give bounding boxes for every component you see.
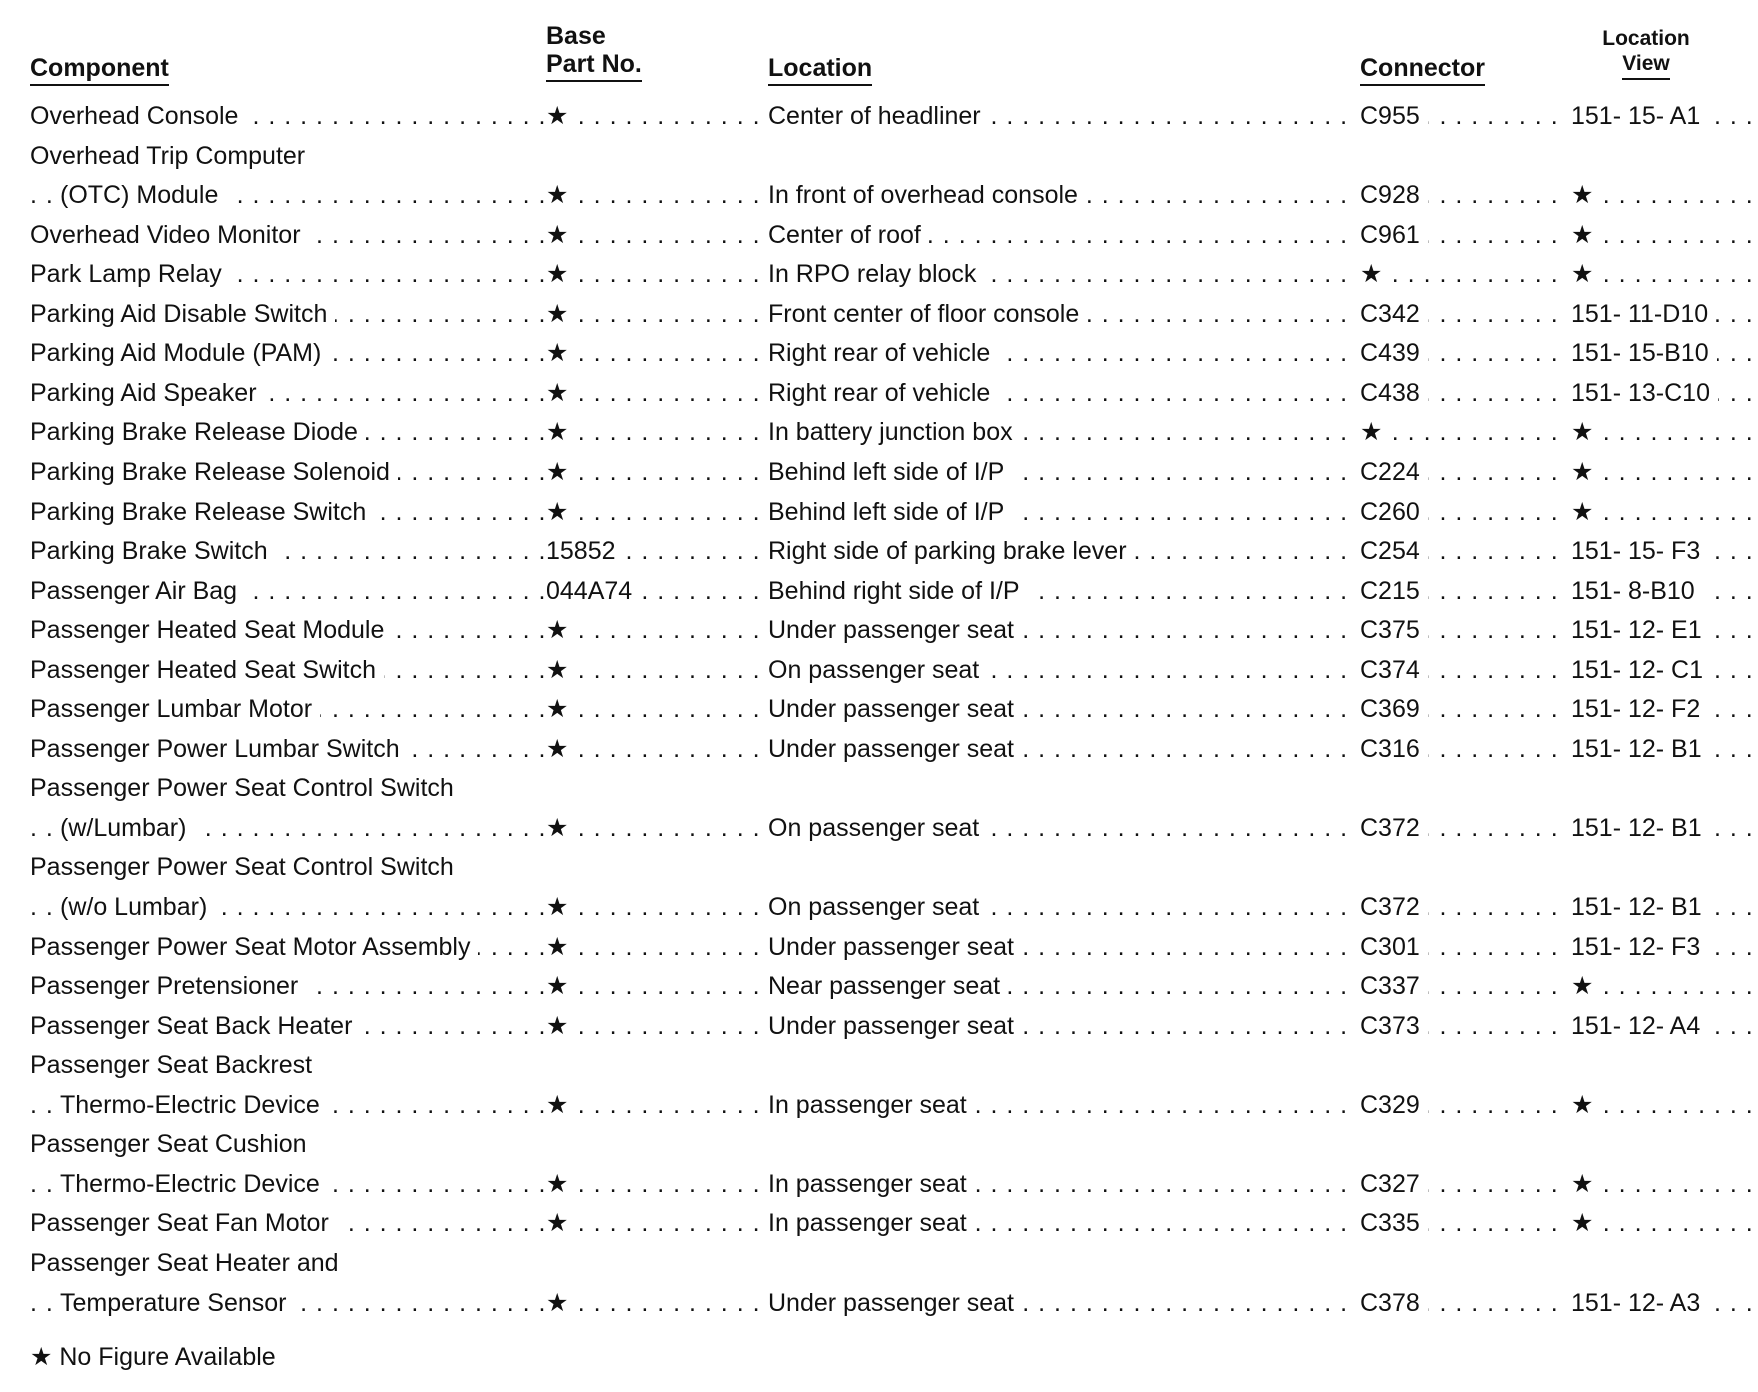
cell-text: C439 [1360,339,1428,367]
cell-conn [1360,1008,1562,1044]
cell-text: Center of roof [768,221,929,249]
cell-text: Overhead Video Monitor [30,221,309,249]
cell-part [546,1008,760,1044]
cell-text: ★ [1571,1209,1601,1237]
table-row [0,929,1758,965]
cell-view [1571,691,1758,727]
cell-text: ★ [546,695,576,723]
cell-text: 151- 12- F2 [1571,695,1708,723]
cell-comp [30,573,545,609]
cell-loc [768,296,1352,332]
table-row [0,652,1758,688]
cell-view [1571,1008,1758,1044]
cell-conn [1360,1205,1562,1241]
cell-view [1571,335,1758,371]
cell-conn [1360,1087,1562,1123]
cell-view [1571,177,1758,213]
cell-part [546,414,760,450]
cell-loc [768,494,1352,530]
cell-text: Passenger Pretensioner [30,972,306,1000]
cell-view [1571,296,1758,332]
cell-text: Passenger Heated Seat Switch [30,656,384,684]
cell-text: ★ [546,300,576,328]
cell-text: 151- 15- F3 [1571,537,1708,565]
cell-text: C375 [1360,616,1428,644]
cell-part [546,691,760,727]
cell-comp [30,1126,545,1162]
cell-view [1571,1087,1758,1123]
cell-text: C329 [1360,1091,1428,1119]
header-location-view: Location View [1590,26,1702,80]
cell-loc [768,533,1352,569]
cell-part [546,296,760,332]
table-row [0,177,1758,213]
cell-text: Park Lamp Relay [30,260,230,288]
cell-loc [768,1166,1352,1202]
cell-text: Under passenger seat [768,616,1022,644]
cell-view [1571,573,1758,609]
cell-text: ★ [1360,418,1390,446]
cell-part [546,454,760,490]
cell-view [1571,375,1758,411]
cell-text: ★ [546,379,576,407]
table-row [0,533,1758,569]
cell-loc [768,98,1352,134]
cell-conn [1360,573,1562,609]
cell-view [1571,217,1758,253]
cell-comp [30,98,545,134]
cell-comp [30,968,545,1004]
cell-loc [768,652,1352,688]
cell-text: C337 [1360,972,1428,1000]
cell-text: C342 [1360,300,1428,328]
cell-part [546,612,760,648]
table-row [0,296,1758,332]
cell-text: ★ [546,893,576,921]
cell-conn [1360,889,1562,925]
table-row [0,138,1758,174]
table-row [0,731,1758,767]
cell-text: In RPO relay block [768,260,984,288]
cell-comp [30,612,545,648]
cell-loc [768,929,1352,965]
cell-comp [30,414,545,450]
cell-view [1571,98,1758,134]
cell-comp [30,296,545,332]
cell-view [1571,612,1758,648]
cell-comp [30,1205,545,1241]
cell-text: ★ [546,1012,576,1040]
cell-text: Passenger Power Seat Control Switch [30,774,462,802]
cell-text: C316 [1360,735,1428,763]
cell-part [546,1087,760,1123]
cell-conn [1360,612,1562,648]
cell-part [546,889,760,925]
cell-text: Under passenger seat [768,933,1022,961]
cell-view [1571,652,1758,688]
cell-text: Parking Brake Release Diode [30,418,366,446]
cell-text: Right rear of vehicle [768,339,998,367]
cell-loc [768,454,1352,490]
cell-text: C372 [1360,814,1428,842]
cell-conn [1360,691,1562,727]
cell-text: Parking Aid Module (PAM) [30,339,329,367]
table-row [0,1205,1758,1241]
cell-text: Passenger Power Seat Motor Assembly [30,933,478,961]
table-row [0,98,1758,134]
footnote: ★ No Figure Available [30,1343,276,1371]
cell-text: C373 [1360,1012,1428,1040]
cell-comp [30,138,545,174]
cell-text: C372 [1360,893,1428,921]
cell-comp [30,1087,545,1123]
cell-text: Right rear of vehicle [768,379,998,407]
cell-part [546,1166,760,1202]
cell-text: In battery junction box [768,418,1021,446]
cell-loc [768,375,1352,411]
cell-text: ★ [1571,972,1601,1000]
cell-loc [768,1205,1352,1241]
cell-text: C215 [1360,577,1428,605]
cell-text: 151- 12- B1 [1571,893,1710,921]
cell-text: C260 [1360,498,1428,526]
cell-text: ★ [1571,418,1601,446]
cell-comp [30,889,545,925]
cell-text: C301 [1360,933,1428,961]
cell-comp [30,1166,545,1202]
cell-text: 151- 12- B1 [1571,814,1710,842]
cell-comp [30,652,545,688]
cell-text: Behind left side of I/P [768,458,1012,486]
cell-view [1571,414,1758,450]
cell-view [1571,731,1758,767]
cell-text: ★ [546,418,576,446]
cell-conn [1360,731,1562,767]
cell-text: ★ [1571,1091,1601,1119]
cell-loc [768,573,1352,609]
header-component: Component [30,54,169,86]
cell-comp [30,1047,545,1083]
cell-text: Passenger Lumbar Motor [30,695,320,723]
cell-comp [30,1008,545,1044]
cell-text: Passenger Seat Cushion [30,1130,315,1158]
cell-text: In passenger seat [768,1091,975,1119]
cell-loc [768,256,1352,292]
table-row [0,494,1758,530]
table-row [0,968,1758,1004]
cell-text: ★ [546,458,576,486]
cell-part [546,810,760,846]
cell-text: In front of overhead console [768,181,1086,209]
cell-text: Behind left side of I/P [768,498,1012,526]
table-row [0,414,1758,450]
cell-text: ★ [546,181,576,209]
table-row [0,1285,1758,1321]
cell-text: Parking Brake Release Switch [30,498,374,526]
cell-text: 151- 12- B1 [1571,735,1710,763]
cell-loc [768,731,1352,767]
cell-conn [1360,1166,1562,1202]
cell-view [1571,256,1758,292]
cell-text: Right side of parking brake lever [768,537,1135,565]
cell-view [1571,454,1758,490]
cell-loc [768,335,1352,371]
cell-text: ★ [546,656,576,684]
cell-text: ★ [546,221,576,249]
cell-part [546,375,760,411]
table-row [0,691,1758,727]
table-row [0,454,1758,490]
table-row [0,1245,1758,1281]
cell-text: C327 [1360,1170,1428,1198]
cell-conn [1360,1285,1562,1321]
cell-loc [768,691,1352,727]
cell-text: Passenger Power Lumbar Switch [30,735,408,763]
cell-conn [1360,533,1562,569]
cell-part [546,573,760,609]
cell-text: ★ [1571,498,1601,526]
cell-part [546,968,760,1004]
cell-text: Under passenger seat [768,1289,1022,1317]
cell-part [546,533,760,569]
cell-text: 151- 12- A4 [1571,1012,1708,1040]
cell-comp [30,533,545,569]
cell-comp [30,929,545,965]
cell-loc [768,414,1352,450]
cell-part [546,731,760,767]
cell-text: ★ [1360,260,1390,288]
cell-part [546,1205,760,1241]
cell-conn [1360,454,1562,490]
cell-part [546,494,760,530]
cell-view [1571,968,1758,1004]
cell-view [1571,533,1758,569]
cell-text: ★ [546,814,576,842]
cell-loc [768,1285,1352,1321]
cell-view [1571,494,1758,530]
cell-conn [1360,177,1562,213]
cell-text: ★ [546,339,576,367]
cell-part [546,335,760,371]
table-row [0,217,1758,253]
cell-text: Under passenger seat [768,1012,1022,1040]
cell-comp [30,494,545,530]
cell-text: On passenger seat [768,656,987,684]
cell-text: On passenger seat [768,814,987,842]
cell-text: ★ [1571,1170,1601,1198]
cell-text: C438 [1360,379,1428,407]
cell-text: Parking Aid Speaker [30,379,265,407]
cell-text: Overhead Trip Computer [30,142,313,170]
cell-text: Passenger Power Seat Control Switch [30,853,462,881]
cell-text: C369 [1360,695,1428,723]
table-row [0,770,1758,806]
cell-text: 151- 13-C10 [1571,379,1718,407]
cell-text: ★ [546,933,576,961]
cell-loc [768,1087,1352,1123]
cell-text: C224 [1360,458,1428,486]
cell-text: 15852 [546,537,624,565]
cell-comp [30,691,545,727]
cell-comp [30,770,545,806]
cell-conn [1360,217,1562,253]
table-row [0,1087,1758,1123]
table-row [0,256,1758,292]
cell-text: ★ [546,616,576,644]
cell-loc [768,177,1352,213]
cell-text: Parking Aid Disable Switch [30,300,335,328]
cell-text: C335 [1360,1209,1428,1237]
cell-view [1571,1205,1758,1241]
cell-comp [30,177,545,213]
table-row [0,375,1758,411]
cell-text: ★ [1571,458,1601,486]
cell-text: Passenger Seat Backrest [30,1051,320,1079]
cell-conn [1360,98,1562,134]
cell-conn [1360,375,1562,411]
table-row [0,889,1758,925]
cell-text: C961 [1360,221,1428,249]
cell-loc [768,612,1352,648]
cell-comp [30,375,545,411]
cell-text: Passenger Seat Back Heater [30,1012,360,1040]
table-row [0,612,1758,648]
cell-comp [30,1285,545,1321]
cell-conn [1360,296,1562,332]
cell-text: ★ [1571,181,1601,209]
cell-text: Temperature Sensor [60,1289,295,1317]
cell-text: (OTC) Module [60,181,226,209]
cell-conn [1360,335,1562,371]
cell-loc [768,810,1352,846]
cell-part [546,1285,760,1321]
cell-loc [768,968,1352,1004]
cell-text: Passenger Air Bag [30,577,245,605]
table-row [0,573,1758,609]
cell-comp [30,1245,545,1281]
cell-loc [768,889,1352,925]
cell-text: C955 [1360,102,1428,130]
table-row [0,1126,1758,1162]
cell-text: ★ [546,498,576,526]
table-row [0,1047,1758,1083]
cell-comp [30,849,545,885]
cell-text: C374 [1360,656,1428,684]
cell-view [1571,889,1758,925]
cell-text: Under passenger seat [768,735,1022,763]
cell-view [1571,929,1758,965]
cell-view [1571,1285,1758,1321]
cell-conn [1360,256,1562,292]
cell-text: Passenger Seat Fan Motor [30,1209,337,1237]
cell-text: 151- 12- A3 [1571,1289,1708,1317]
cell-part [546,256,760,292]
cell-comp [30,810,545,846]
cell-text: 151- 12- F3 [1571,933,1708,961]
cell-text: Under passenger seat [768,695,1022,723]
cell-text: C254 [1360,537,1428,565]
cell-text: (w/Lumbar) [60,814,194,842]
cell-part [546,98,760,134]
cell-text: Passenger Heated Seat Module [30,616,392,644]
cell-view [1571,810,1758,846]
cell-comp [30,335,545,371]
cell-text: ★ [546,1289,576,1317]
cell-text: Center of headliner [768,102,989,130]
table-row [0,1008,1758,1044]
cell-text: Parking Brake Switch [30,537,276,565]
cell-text: Overhead Console [30,102,246,130]
cell-text: Passenger Seat Heater and [30,1249,347,1277]
cell-text: 151- 8-B10 [1571,577,1703,605]
cell-text: In passenger seat [768,1170,975,1198]
cell-view [1571,1166,1758,1202]
cell-text: 151- 12- E1 [1571,616,1710,644]
table-row [0,810,1758,846]
cell-text: ★ [1571,260,1601,288]
cell-text: ★ [546,1209,576,1237]
header-base-part-no: Base Part No. [546,22,642,82]
cell-conn [1360,494,1562,530]
cell-part [546,177,760,213]
cell-comp [30,454,545,490]
cell-text: 151- 15- A1 [1571,102,1708,130]
cell-text: Thermo-Electric Device [60,1170,328,1198]
cell-part [546,217,760,253]
header-connector: Connector [1360,54,1485,86]
table-row [0,1166,1758,1202]
cell-text: Behind right side of I/P [768,577,1028,605]
cell-text: 044A74 [546,577,640,605]
cell-text: 151- 11-D10 [1571,300,1716,328]
cell-text: ★ [1571,221,1601,249]
cell-loc [768,1008,1352,1044]
cell-text: ★ [546,102,576,130]
cell-conn [1360,968,1562,1004]
cell-text: (w/o Lumbar) [60,893,215,921]
cell-conn [1360,652,1562,688]
cell-text: C378 [1360,1289,1428,1317]
cell-comp [30,256,545,292]
table-row [0,849,1758,885]
cell-text: ★ [546,1170,576,1198]
cell-comp [30,731,545,767]
cell-conn [1360,810,1562,846]
cell-text: ★ [546,260,576,288]
cell-text: ★ [546,1091,576,1119]
header-location: Location [768,54,872,86]
cell-part [546,652,760,688]
cell-text: Parking Brake Release Solenoid [30,458,398,486]
cell-text: C928 [1360,181,1428,209]
cell-conn [1360,414,1562,450]
cell-text: Front center of floor console [768,300,1087,328]
cell-conn [1360,929,1562,965]
cell-loc [768,217,1352,253]
cell-text: On passenger seat [768,893,987,921]
cell-text: Thermo-Electric Device [60,1091,328,1119]
cell-text: 151- 12- C1 [1571,656,1711,684]
cell-text: ★ [546,972,576,1000]
table-row [0,335,1758,371]
cell-text: 151- 15-B10 [1571,339,1717,367]
cell-text: ★ [546,735,576,763]
cell-text: In passenger seat [768,1209,975,1237]
cell-comp [30,217,545,253]
cell-part [546,929,760,965]
cell-text: Near passenger seat [768,972,1008,1000]
